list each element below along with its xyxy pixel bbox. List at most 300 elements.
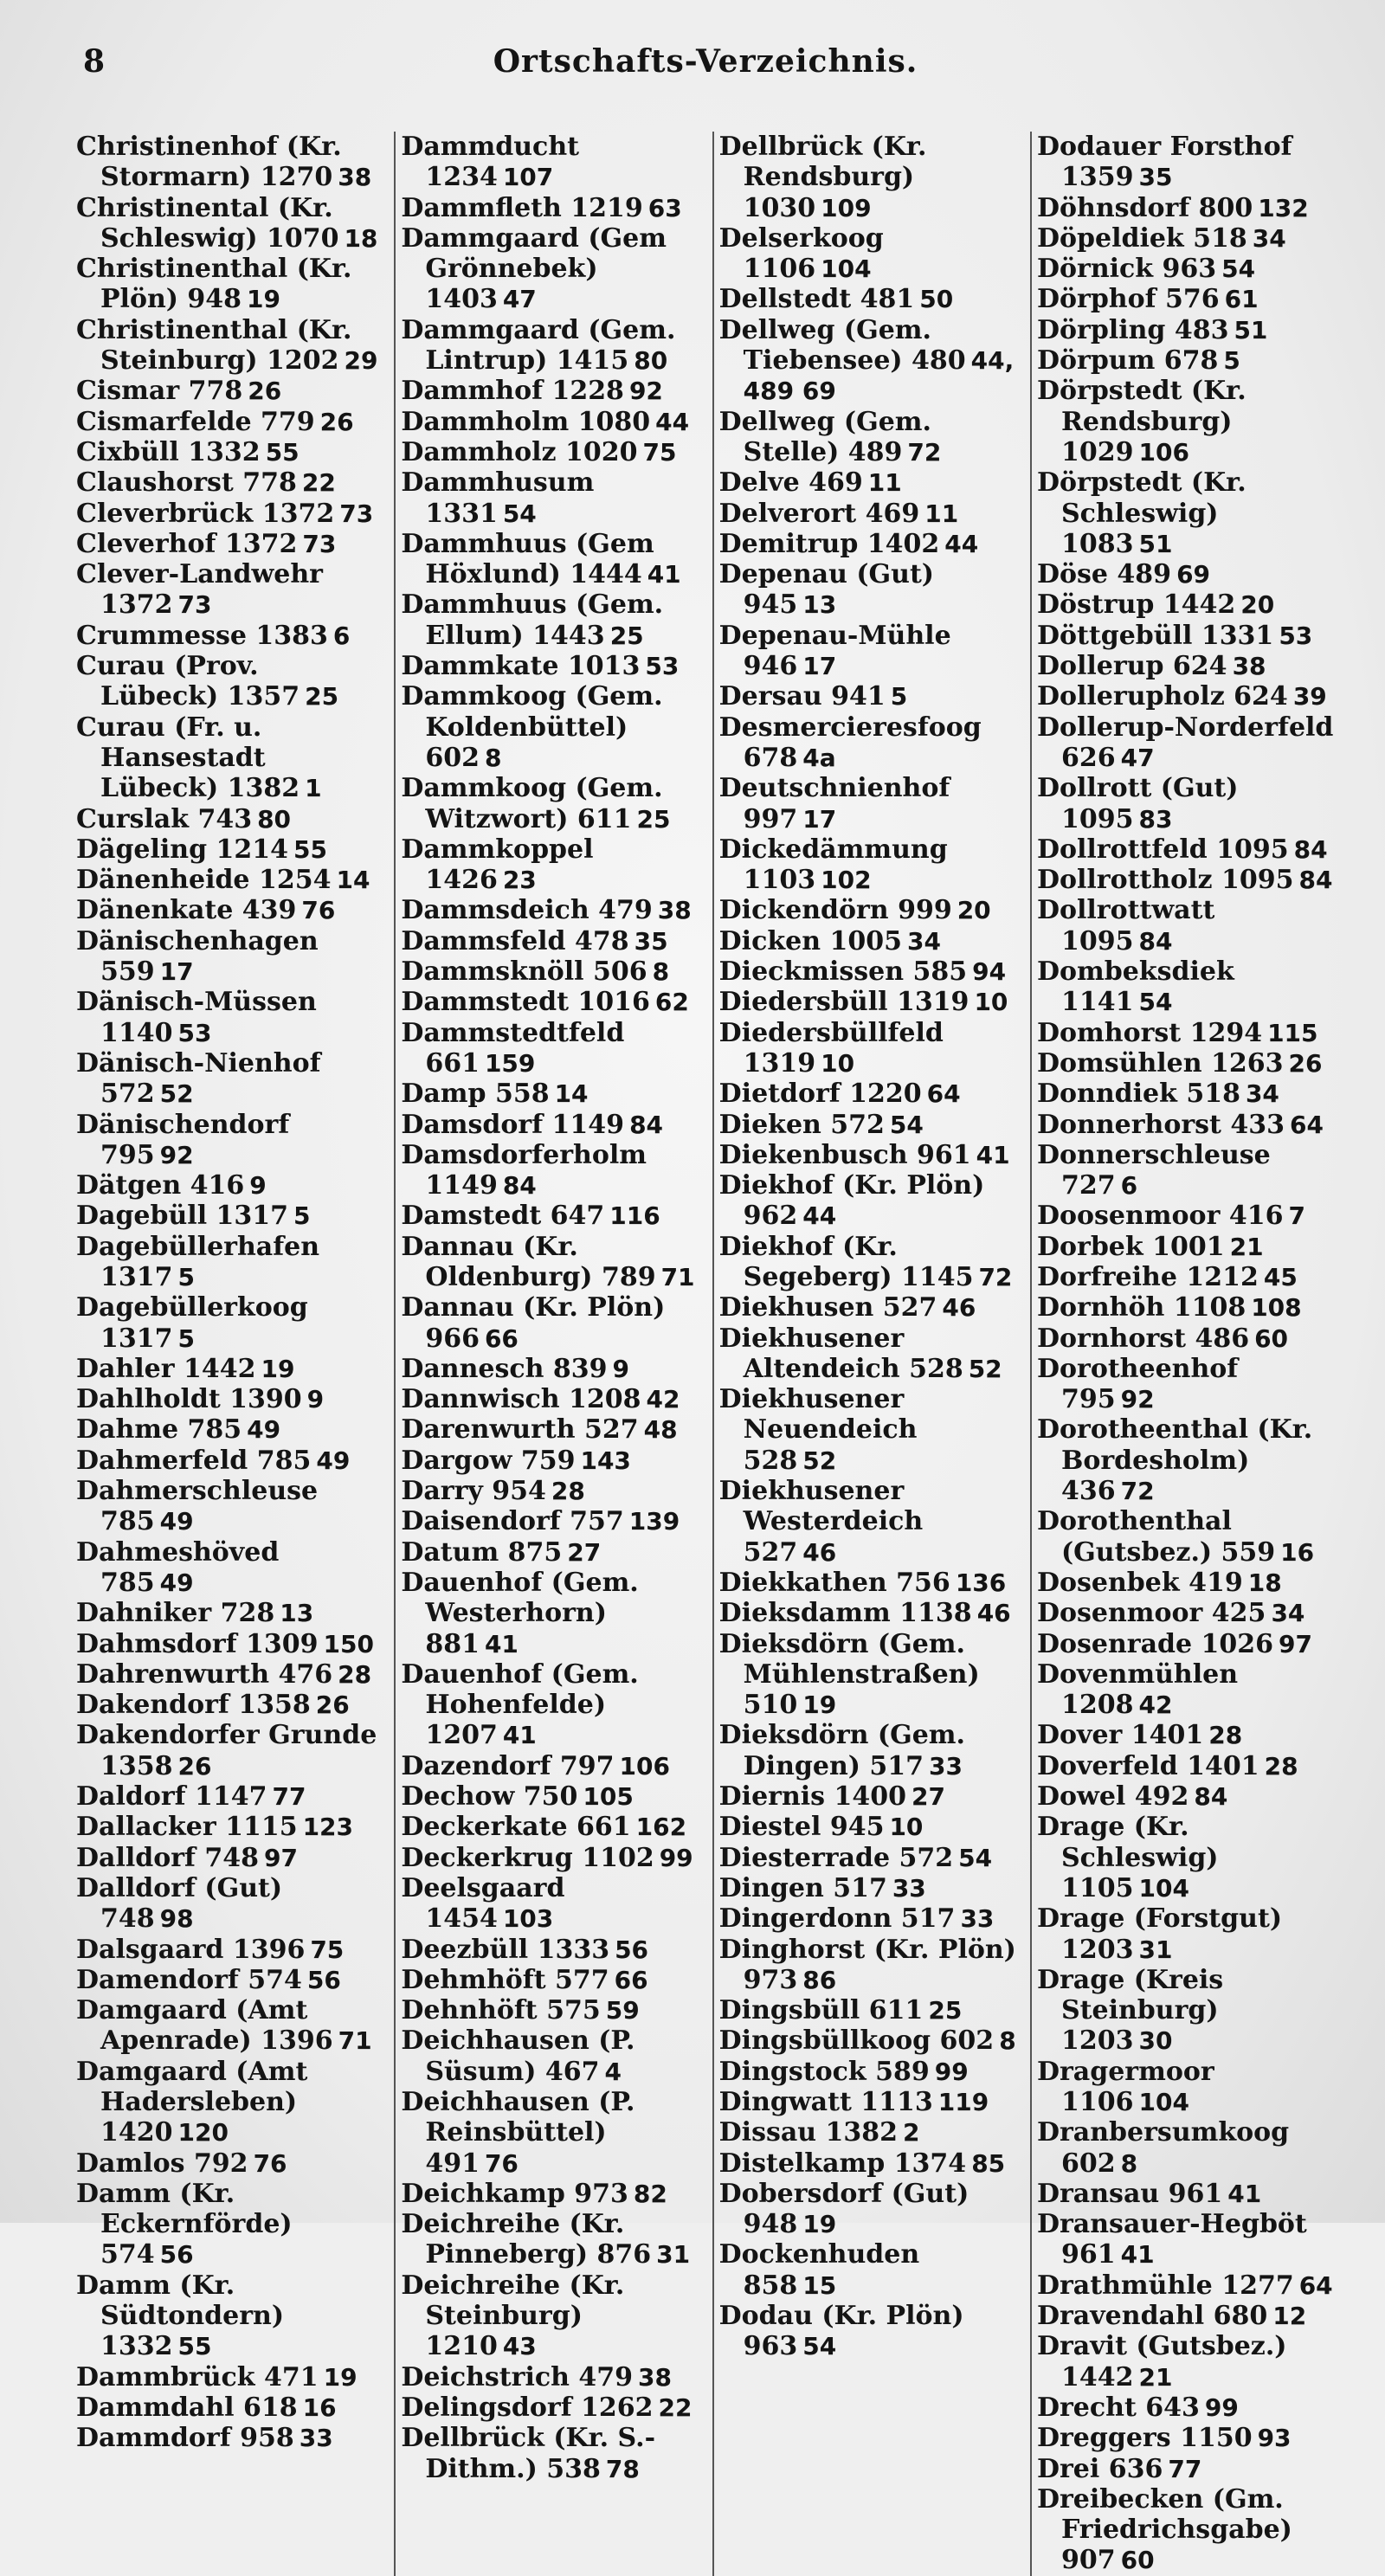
entry-page-ref: 52 bbox=[802, 1446, 837, 1475]
entry-page-ref: 84 bbox=[629, 1110, 664, 1139]
index-entry bbox=[401, 2392, 699, 2423]
entry-name: Darenwurth 527 bbox=[401, 1414, 639, 1446]
index-entry bbox=[401, 1201, 699, 1231]
index-entry bbox=[401, 1292, 699, 1354]
index-entry bbox=[401, 1140, 699, 1201]
entry-name: Dellstedt 481 bbox=[718, 284, 915, 315]
entry-page-ref: 20 bbox=[957, 896, 991, 925]
entry-page-ref: 123 bbox=[302, 1813, 354, 1842]
entry-name: Dahlholdt 1390 bbox=[76, 1384, 302, 1415]
entry-page-ref: 49 bbox=[159, 1568, 194, 1597]
index-entry bbox=[76, 315, 381, 377]
index-entry bbox=[76, 1476, 381, 1537]
index-entry bbox=[1037, 132, 1335, 193]
entry-page-ref: 9 bbox=[612, 1354, 630, 1383]
column-3 bbox=[712, 132, 1017, 2576]
entry-name: Dammholm 1080 bbox=[401, 406, 651, 437]
entry-page-ref: 5 bbox=[1223, 346, 1240, 376]
entry-name: Dörpstedt (Kr. Rendsburg) 1029 bbox=[1036, 376, 1246, 467]
entry-name: Dosenmoor 425 bbox=[1036, 1598, 1266, 1629]
index-entry bbox=[719, 1018, 1017, 1079]
entry-page-ref: 72 bbox=[1120, 1477, 1155, 1506]
entry-page-ref: 45 bbox=[1263, 1262, 1298, 1291]
entry-page-ref: 46 bbox=[976, 1599, 1011, 1628]
entry-page-ref: 27 bbox=[912, 1782, 945, 1812]
entry-page-ref: 71 bbox=[338, 2026, 372, 2056]
entry-page-ref: 35 bbox=[1138, 163, 1173, 192]
index-entry bbox=[76, 1414, 381, 1445]
entry-page-ref: 6 bbox=[332, 621, 351, 650]
entry-name: Damp 558 bbox=[401, 1079, 550, 1110]
index-entry bbox=[719, 1935, 1017, 1996]
entry-page-ref: 9 bbox=[306, 1385, 325, 1414]
index-entry bbox=[719, 834, 1017, 896]
index-entry bbox=[76, 2148, 381, 2179]
index-entry bbox=[1037, 1598, 1335, 1628]
entry-page-ref: 4 bbox=[604, 2057, 622, 2086]
index-entry bbox=[401, 223, 699, 315]
column-4 bbox=[1030, 132, 1335, 2576]
entry-page-ref: 159 bbox=[484, 1048, 536, 1078]
entry-page-ref: 71 bbox=[660, 1262, 695, 1291]
entry-page-ref: 119 bbox=[937, 2088, 989, 2116]
entry-name: Dammhof 1228 bbox=[401, 376, 624, 407]
index-entry bbox=[401, 1995, 699, 2025]
entry-name: Curslak 743 bbox=[76, 803, 253, 834]
index-entry bbox=[1037, 651, 1335, 681]
entry-name: Dänenheide 1254 bbox=[76, 865, 332, 896]
index-entry bbox=[76, 2362, 381, 2392]
index-entry bbox=[719, 1323, 1017, 1385]
index-entry bbox=[76, 376, 381, 406]
index-entry bbox=[719, 1140, 1017, 1170]
index-entry bbox=[719, 987, 1017, 1017]
entry-name: Dehnhöft 575 bbox=[401, 1995, 601, 2026]
entry-page-ref: 104 bbox=[821, 254, 872, 284]
entry-page-ref: 150 bbox=[323, 1629, 374, 1658]
entry-page-ref: 132 bbox=[1258, 193, 1309, 222]
entry-page-ref: 54 bbox=[1221, 254, 1256, 284]
entry-page-ref: 30 bbox=[1138, 2026, 1173, 2056]
entry-page-ref: 33 bbox=[892, 1873, 926, 1903]
index-entry bbox=[1037, 2423, 1335, 2453]
entry-name: Diesterrade 572 bbox=[718, 1842, 954, 1873]
entry-page-ref: 64 bbox=[1298, 2270, 1333, 2300]
entry-name: Dorotheenhof 795 bbox=[1036, 1353, 1239, 1415]
entry-page-ref: 15 bbox=[802, 2270, 837, 2300]
entry-name: Christinental (Kr. Schleswig) 1070 bbox=[76, 192, 339, 254]
entry-page-ref: 99 bbox=[659, 1843, 693, 1872]
index-entry bbox=[719, 559, 1017, 621]
entry-name: Deckerkrug 1102 bbox=[401, 1842, 654, 1873]
entry-name: Dannau (Kr. Plön) 966 bbox=[401, 1292, 666, 1354]
entry-name: Dörpstedt (Kr. Schleswig) 1083 bbox=[1036, 467, 1246, 559]
page-header bbox=[76, 35, 1335, 92]
entry-name: Döstrup 1442 bbox=[1036, 589, 1236, 621]
index-entry bbox=[719, 1384, 1017, 1476]
entry-name: Deichreihe (Kr. Pinneberg) 876 bbox=[401, 2209, 652, 2270]
entry-name: Dingstock 589 bbox=[718, 2056, 930, 2087]
entry-name: Dreibecken (Gm. Friedrichsgabe) 907 bbox=[1036, 2483, 1292, 2576]
entry-page-ref: 104 bbox=[1138, 2088, 1189, 2116]
index-entry bbox=[1037, 773, 1335, 834]
entry-page-ref: 33 bbox=[299, 2424, 333, 2453]
entry-page-ref: 136 bbox=[955, 1568, 1007, 1597]
index-entry bbox=[401, 2423, 699, 2484]
entry-name: Dahmerschleuse 785 bbox=[76, 1476, 319, 1537]
index-entry bbox=[401, 315, 699, 377]
index-entry bbox=[401, 926, 699, 956]
index-entry bbox=[76, 804, 381, 834]
entry-page-ref: 33 bbox=[960, 1904, 995, 1934]
entry-name: Dieken 572 bbox=[718, 1109, 885, 1140]
index-entry bbox=[401, 1414, 699, 1445]
entry-page-ref: 55 bbox=[293, 834, 328, 864]
entry-page-ref: 104 bbox=[1138, 1873, 1189, 1903]
index-entry bbox=[1037, 2301, 1335, 2331]
entry-page-ref: 51 bbox=[1234, 315, 1268, 345]
index-entry bbox=[1037, 1903, 1335, 1965]
entry-name: Dieksdörn (Gem. Mühlenstraßen) 510 bbox=[718, 1628, 980, 1721]
entry-name: Demitrup 1402 bbox=[718, 528, 940, 559]
entry-name: Dammkoog (Gem. Koldenbüttel) 602 bbox=[401, 681, 663, 773]
entry-page-ref: 77 bbox=[272, 1782, 306, 1812]
index-entry bbox=[401, 2025, 699, 2087]
entry-name: Dammbrück 471 bbox=[76, 2361, 319, 2392]
entry-name: Curau (Prov. Lübeck) 1357 bbox=[76, 651, 300, 712]
entry-name: Dammgaard (Gem Grönnebek) 1403 bbox=[401, 222, 667, 315]
entry-name: Cismar 778 bbox=[76, 376, 243, 407]
entry-page-ref: 84 bbox=[1298, 866, 1333, 895]
entry-name: Dorfreihe 1212 bbox=[1036, 1261, 1259, 1292]
index-entry bbox=[76, 467, 381, 498]
entry-name: Dahrenwurth 476 bbox=[76, 1658, 333, 1690]
entry-name: Diekkathen 756 bbox=[718, 1567, 950, 1598]
entry-name: Diekhusener Neuendeich 528 bbox=[718, 1384, 918, 1476]
index-entry bbox=[76, 1781, 381, 1812]
index-entry bbox=[1037, 1048, 1335, 1079]
entry-page-ref: 22 bbox=[301, 468, 336, 498]
index-entry bbox=[1037, 376, 1335, 467]
entry-name: Dietdorf 1220 bbox=[718, 1079, 922, 1110]
index-entry bbox=[719, 773, 1017, 834]
entry-page-ref: 64 bbox=[1289, 1110, 1324, 1139]
entry-page-ref: 1 bbox=[305, 774, 322, 803]
entry-name: Dargow 759 bbox=[401, 1445, 576, 1476]
index-entry bbox=[76, 712, 381, 804]
index-entry bbox=[401, 1843, 699, 1873]
entry-page-ref: 66 bbox=[484, 1323, 519, 1353]
index-entry bbox=[401, 193, 699, 223]
entry-page-ref: 12 bbox=[1272, 2302, 1307, 2331]
entry-name: Dammstedt 1016 bbox=[401, 987, 650, 1018]
index-entry bbox=[401, 2179, 699, 2209]
entry-page-ref: 9 bbox=[249, 1171, 267, 1201]
entry-page-ref: 49 bbox=[247, 1415, 281, 1445]
entry-name: Cleverbrück 1372 bbox=[76, 498, 335, 529]
entry-page-ref: 44 bbox=[944, 529, 979, 558]
index-entry bbox=[719, 315, 1017, 407]
entry-page-ref: 13 bbox=[280, 1599, 314, 1628]
entry-page-ref: 28 bbox=[551, 1477, 585, 1506]
entry-page-ref: 17 bbox=[159, 957, 194, 987]
index-entry bbox=[401, 1751, 699, 1781]
index-entry bbox=[76, 193, 381, 254]
entry-page-ref: 116 bbox=[609, 1201, 660, 1231]
index-entry bbox=[1037, 1110, 1335, 1140]
index-entry bbox=[76, 926, 381, 988]
entry-name: Dänisch-Nienhof 572 bbox=[76, 1047, 321, 1110]
entry-page-ref: 10 bbox=[889, 1813, 924, 1842]
entry-page-ref: 120 bbox=[177, 2118, 229, 2148]
entry-page-ref: 143 bbox=[580, 1446, 631, 1475]
entry-page-ref: 28 bbox=[1264, 1751, 1298, 1781]
entry-page-ref: 51 bbox=[1138, 529, 1173, 558]
entry-page-ref: 106 bbox=[619, 1751, 670, 1781]
entry-page-ref: 34 bbox=[1271, 1599, 1305, 1628]
entry-page-ref: 28 bbox=[1208, 1721, 1243, 1750]
entry-name: Damm (Kr. Eckernförde) 574 bbox=[76, 2178, 293, 2270]
index-entry bbox=[76, 1170, 381, 1201]
index-entry bbox=[1037, 1079, 1335, 1109]
entry-name: Diekhusen 527 bbox=[718, 1292, 937, 1323]
index-entry bbox=[719, 895, 1017, 925]
entry-name: Dahmeshöved 785 bbox=[76, 1536, 280, 1598]
entry-name: Delingsdorf 1262 bbox=[401, 2392, 654, 2423]
index-entry bbox=[401, 2362, 699, 2392]
entry-page-ref: 5 bbox=[293, 1201, 311, 1231]
index-entry bbox=[76, 407, 381, 437]
entry-page-ref: 84 bbox=[1138, 926, 1173, 956]
entry-name: Dahme 785 bbox=[76, 1414, 242, 1446]
entry-name: Dammdahl 618 bbox=[76, 2392, 298, 2423]
entry-name: Crummesse 1383 bbox=[76, 620, 328, 651]
index-entry bbox=[719, 2025, 1017, 2056]
index-entry bbox=[719, 1110, 1017, 1140]
index-entry bbox=[719, 2301, 1017, 2362]
entry-name: Christinenhof (Kr. Stormarn) 1270 bbox=[76, 132, 342, 193]
entry-name: Dellweg (Gem. Tiebensee) 480 bbox=[718, 314, 966, 377]
entry-page-ref: 54 bbox=[502, 499, 537, 528]
entry-name: Dahniker 728 bbox=[76, 1598, 275, 1629]
index-entry bbox=[1037, 1323, 1335, 1354]
index-entry bbox=[401, 437, 699, 467]
index-entry bbox=[719, 1843, 1017, 1873]
entry-page-ref: 2 bbox=[903, 2118, 920, 2148]
index-entry bbox=[719, 223, 1017, 285]
index-entry bbox=[401, 1812, 699, 1842]
entry-page-ref: 10 bbox=[821, 1048, 855, 1078]
entry-page-ref: 139 bbox=[628, 1507, 680, 1536]
index-entry bbox=[401, 1659, 699, 1751]
entry-page-ref: 17 bbox=[802, 804, 837, 834]
index-entry bbox=[719, 712, 1017, 774]
entry-name: Dakendorfer Grunde 1358 bbox=[76, 1720, 377, 1781]
entry-name: Dätgen 416 bbox=[76, 1170, 245, 1201]
index-entry bbox=[76, 1110, 381, 1171]
entry-page-ref: 63 bbox=[647, 193, 682, 222]
entry-name: Dammsknöll 506 bbox=[401, 956, 647, 988]
entry-page-ref: 52 bbox=[968, 1354, 1002, 1383]
entry-name: Dollrottholz 1095 bbox=[1036, 865, 1294, 896]
entry-name: Donnerschleuse 727 bbox=[1036, 1139, 1271, 1201]
entry-name: Cixbüll 1332 bbox=[76, 436, 261, 467]
entry-name: Dammgaard (Gem. Lintrup) 1415 bbox=[401, 314, 676, 377]
entry-page-ref: 34 bbox=[1252, 223, 1286, 253]
entry-page-ref: 92 bbox=[628, 377, 663, 406]
index-entry bbox=[719, 2087, 1017, 2117]
entry-page-ref: 21 bbox=[1229, 1232, 1264, 1261]
index-entry bbox=[1037, 1812, 1335, 1903]
entry-page-ref: 92 bbox=[159, 1140, 194, 1169]
index-entry bbox=[401, 529, 699, 590]
index-entry bbox=[719, 1232, 1017, 1293]
index-entry bbox=[719, 1292, 1017, 1323]
running-title: Ortschafts-Verzeichnis. bbox=[493, 43, 918, 80]
entry-page-ref: 84 bbox=[1194, 1782, 1228, 1812]
entry-page-ref: 48 bbox=[643, 1415, 678, 1445]
index-entry bbox=[76, 1873, 381, 1935]
entry-name: Depenau (Gut) 945 bbox=[718, 559, 935, 621]
index-entry bbox=[401, 956, 699, 987]
entry-page-ref: 53 bbox=[1279, 621, 1313, 650]
entry-name: Dammholz 1020 bbox=[401, 436, 638, 467]
index-entry bbox=[401, 1079, 699, 1109]
entry-page-ref: 105 bbox=[583, 1782, 634, 1812]
entry-name: Curau (Fr. u. Hansestadt Lübeck) 1382 bbox=[76, 712, 300, 804]
entry-page-ref: 73 bbox=[339, 499, 374, 528]
entry-name: Drage (Kr. Schleswig) 1105 bbox=[1036, 1812, 1219, 1903]
index-entry bbox=[1037, 1018, 1335, 1048]
entry-name: Dingen 517 bbox=[718, 1872, 887, 1903]
index-entry bbox=[1037, 956, 1335, 1018]
entry-page-ref: 72 bbox=[978, 1262, 1013, 1291]
index-entry bbox=[76, 1935, 381, 1965]
entry-name: Diekhof (Kr. Segeberg) 1145 bbox=[718, 1231, 974, 1292]
entry-page-ref: 97 bbox=[1279, 1629, 1313, 1658]
entry-name: Dagebüllerhafen 1317 bbox=[76, 1231, 320, 1292]
entry-name: Christinenthal (Kr. Steinburg) 1202 bbox=[76, 314, 352, 377]
index-entry bbox=[1037, 2179, 1335, 2209]
index-entry bbox=[719, 1568, 1017, 1598]
entry-name: Deichstrich 479 bbox=[401, 2361, 633, 2392]
entry-page-ref: 106 bbox=[1138, 437, 1189, 467]
entry-name: Clever-Landwehr 1372 bbox=[76, 559, 323, 621]
entry-page-ref: 4a bbox=[802, 743, 836, 772]
entry-page-ref: 19 bbox=[247, 285, 281, 314]
index-entry bbox=[76, 987, 381, 1048]
index-entry bbox=[401, 1354, 699, 1384]
index-entry bbox=[401, 2270, 699, 2362]
entry-name: Dosenrade 1026 bbox=[1036, 1628, 1274, 1659]
entry-name: Dänenkate 439 bbox=[76, 895, 297, 926]
entry-name: Drecht 643 bbox=[1036, 2392, 1200, 2423]
entry-page-ref: 26 bbox=[319, 407, 354, 436]
entry-page-ref: 49 bbox=[159, 1507, 194, 1536]
entry-name: Deichhausen (P. Reinsbüttel) 491 bbox=[401, 2087, 635, 2179]
entry-name: Deelsgaard 1454 bbox=[401, 1872, 565, 1935]
index-entry bbox=[401, 1232, 699, 1293]
entry-page-ref: 38 bbox=[638, 2362, 672, 2392]
entry-page-ref: 99 bbox=[934, 2057, 969, 2086]
index-entry bbox=[76, 1201, 381, 1231]
entry-name: Delserkoog 1106 bbox=[718, 222, 884, 285]
index-entry bbox=[76, 2423, 381, 2453]
entry-page-ref: 75 bbox=[310, 1935, 345, 1964]
index-entry bbox=[76, 559, 381, 621]
entry-page-ref: 19 bbox=[323, 2362, 358, 2392]
entry-page-ref: 103 bbox=[502, 1904, 554, 1934]
entry-name: Dagebüllerkoog 1317 bbox=[76, 1292, 308, 1354]
entry-name: Dammkoppel 1426 bbox=[401, 834, 594, 896]
entry-page-ref: 56 bbox=[615, 1935, 649, 1964]
entry-page-ref: 26 bbox=[315, 1690, 350, 1720]
entry-page-ref: 55 bbox=[265, 437, 300, 467]
entry-name: Dänischenhagen 559 bbox=[76, 925, 319, 988]
index-entry bbox=[76, 1812, 381, 1842]
entry-name: Dauenhof (Gem. Hohenfelde) 1207 bbox=[401, 1658, 639, 1751]
entry-page-ref: 14 bbox=[554, 1079, 589, 1109]
index-entry bbox=[719, 1629, 1017, 1721]
index-entry bbox=[1037, 712, 1335, 774]
entry-name: Dakendorf 1358 bbox=[76, 1690, 311, 1721]
index-entry bbox=[401, 2209, 699, 2270]
entry-page-ref: 29 bbox=[344, 346, 378, 376]
entry-name: Dallacker 1115 bbox=[76, 1812, 298, 1843]
entry-name: Dieckmissen 585 bbox=[718, 956, 968, 988]
entry-page-ref: 109 bbox=[821, 193, 872, 222]
index-entry bbox=[719, 284, 1017, 314]
entry-name: Dockenhuden 858 bbox=[718, 2239, 920, 2301]
index-entry bbox=[1037, 621, 1335, 651]
entry-page-ref: 64 bbox=[926, 1079, 961, 1109]
index-entry bbox=[401, 376, 699, 406]
entry-name: Döse 489 bbox=[1036, 559, 1172, 590]
entry-name: Cleverhof 1372 bbox=[76, 528, 298, 559]
index-entry bbox=[401, 1446, 699, 1476]
entry-name: Deichreihe (Kr. Steinburg) 1210 bbox=[401, 2270, 625, 2362]
entry-page-ref: 21 bbox=[1138, 2362, 1173, 2392]
entry-page-ref: 107 bbox=[502, 163, 554, 192]
entry-name: Drei 636 bbox=[1036, 2453, 1163, 2484]
entry-name: Deichkamp 973 bbox=[401, 2178, 628, 2209]
entry-name: Drathmühle 1277 bbox=[1036, 2270, 1294, 2301]
index-entry bbox=[76, 529, 381, 559]
entry-name: Daldorf 1147 bbox=[76, 1781, 267, 1813]
entry-page-ref: 33 bbox=[929, 1751, 963, 1781]
entry-name: Damm (Kr. Südtondern) 1332 bbox=[76, 2270, 285, 2362]
entry-page-ref: 28 bbox=[338, 1659, 372, 1689]
entry-page-ref: 53 bbox=[645, 652, 680, 681]
entry-page-ref: 16 bbox=[302, 2392, 337, 2422]
entry-page-ref: 41 bbox=[484, 1629, 519, 1658]
index-entry bbox=[719, 621, 1017, 682]
index-entry bbox=[1037, 1354, 1335, 1415]
entry-page-ref: 8 bbox=[999, 2026, 1016, 2056]
index-entry bbox=[719, 499, 1017, 529]
entry-page-ref: 56 bbox=[306, 1965, 341, 1994]
index-entry bbox=[401, 651, 699, 681]
entry-page-ref: 102 bbox=[821, 866, 872, 895]
entry-name: Diekhusener Westerdeich 527 bbox=[718, 1476, 924, 1568]
entry-name: Dammstedtfeld 661 bbox=[401, 1017, 625, 1079]
entry-name: Dellbrück (Kr. S.-Dithm.) 538 bbox=[401, 2423, 656, 2484]
entry-page-ref: 26 bbox=[248, 377, 282, 406]
entry-name: Dravit (Gutsbez.) 1442 bbox=[1036, 2331, 1287, 2392]
index-entry bbox=[719, 1598, 1017, 1628]
index-entry bbox=[1037, 2392, 1335, 2423]
entry-page-ref: 10 bbox=[974, 988, 1008, 1017]
